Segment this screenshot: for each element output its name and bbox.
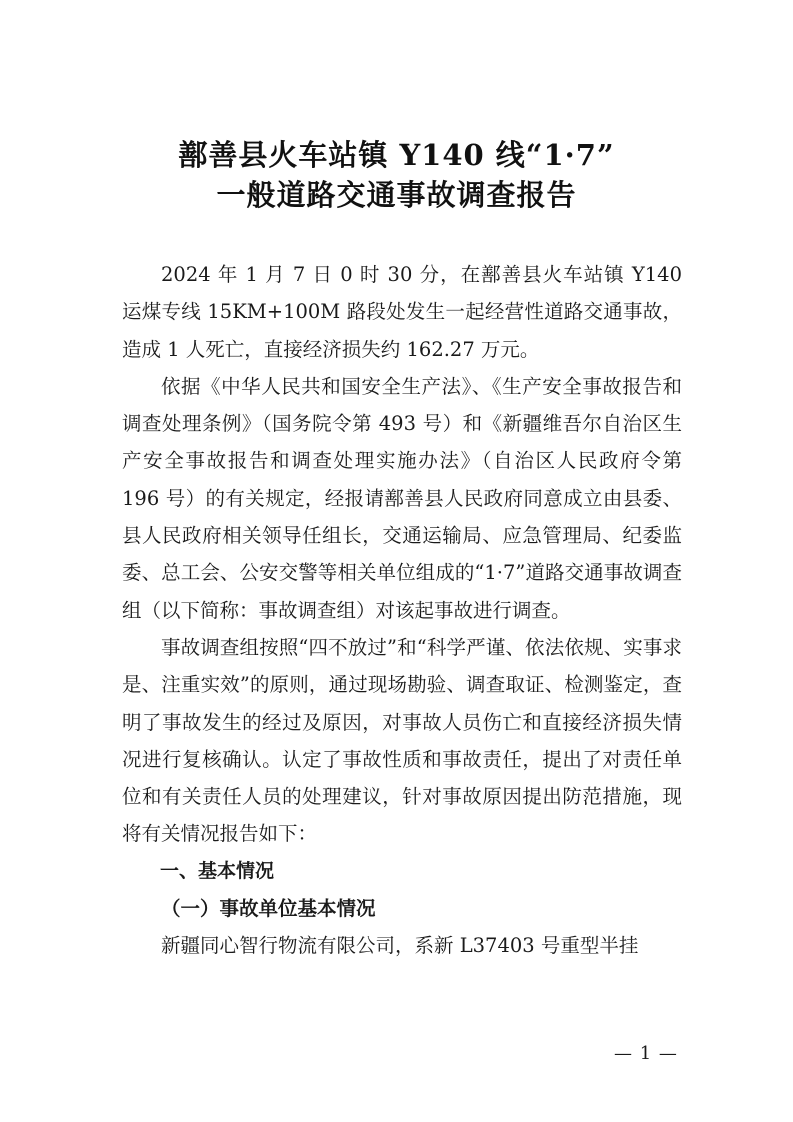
report-title-line1: 鄯善县火车站镇 Y140 线“1·7” [178,138,615,172]
paragraph-legal-basis: 依据《中华人民共和国安全生产法》、《生产安全事故报告和调查处理条例》（国务院令第 493 号）和《新疆维吾尔自治区生产安全事故报告和调查处理实施办法》（自治区人民政府令第 196 号）的有关规定，经报请鄯善县人民政府同意成立由县委、县人民政府相关领导任组长，交通运输局、应急管理局、纪委监委、总工会、公安交警等相关单位组成的“1·7”道路交通事故调查组（以下简称：事故调查组）对该起事故进行调查。 [122,374,682,622]
page-number: — 1 — [614,1043,678,1064]
paragraph-company-info: 新疆同心智行物流有限公司，系新 L37403 号重型半挂 [161,934,639,958]
paragraph-incident-summary: 2024 年 1 月 7 日 0 时 30 分，在鄯善县火车站镇 Y140 运煤专线 15KM+100M 路段处发生一起经营性道路交通事故，造成 1 人死亡，直接经济损失约 162.27 万元。 [122,263,682,361]
section-heading-basic-info: 一、基本情况 [160,859,275,882]
report-body [122,256,682,965]
paragraph-investigation-principles: 事故调查组按照“四不放过”和“科学严谨、依法依规、实事求是、注重实效”的原则，通过现场勘验、调查取证、检测鉴定，查明了事故发生的经过及原因，对事故人员伤亡和直接经济损失情况进行复核确认。认定了事故性质和事故责任，提出了对责任单位和有关责任人员的处理建议，针对事故原因提出防范措施，现将有关情况报告如下： [122,635,682,846]
report-title-line2: 一般道路交通事故调查报告 [216,178,577,212]
subsection-heading-unit-info: （一）事故单位基本情况 [161,897,376,921]
